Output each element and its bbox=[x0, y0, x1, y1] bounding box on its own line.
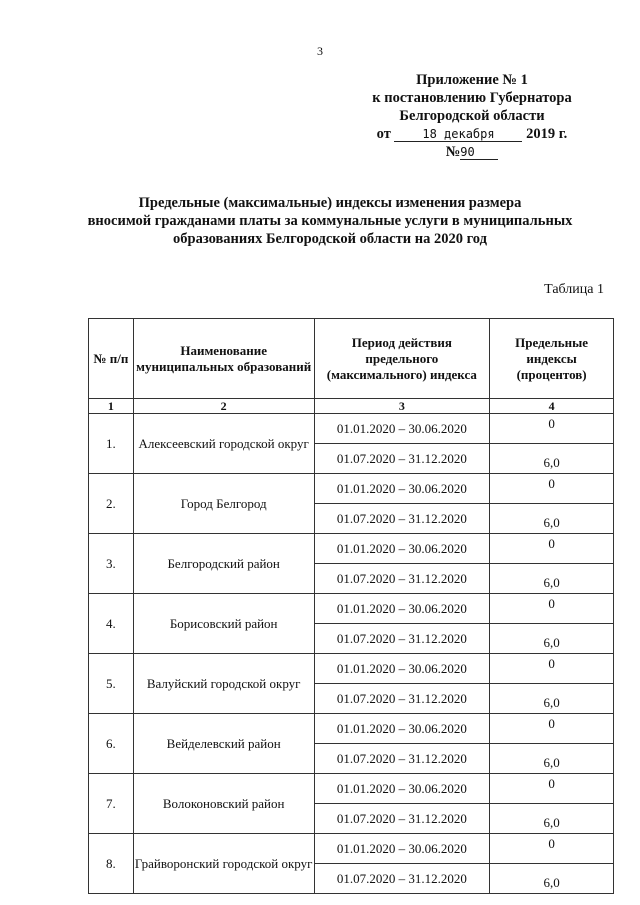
index-first-half: 0 bbox=[490, 594, 614, 624]
appendix-decree-line: к постановлению Губернатора bbox=[372, 90, 572, 106]
table-row bbox=[89, 534, 614, 564]
period-second-half: 01.07.2020 – 31.12.2020 bbox=[314, 564, 490, 594]
index-second-half: 6,0 bbox=[490, 564, 614, 594]
table-row bbox=[89, 834, 614, 864]
page-number: 3 bbox=[317, 44, 323, 58]
municipality-name: Алексеевский городской округ bbox=[133, 414, 314, 474]
municipality-name: Борисовский район bbox=[133, 594, 314, 654]
appendix-region-line: Белгородской области bbox=[399, 108, 545, 124]
document-title bbox=[60, 194, 600, 248]
handwritten-date: 18 декабря bbox=[394, 127, 522, 142]
header-number: № п/п bbox=[89, 319, 134, 399]
municipality-name: Город Белгород bbox=[133, 474, 314, 534]
index-second-half: 6,0 bbox=[490, 804, 614, 834]
table-row bbox=[89, 714, 614, 744]
period-second-half: 01.07.2020 – 31.12.2020 bbox=[314, 864, 490, 894]
period-first-half: 01.01.2020 – 30.06.2020 bbox=[314, 714, 490, 744]
column-number: 1 bbox=[89, 399, 134, 414]
table-label: Таблица 1 bbox=[544, 282, 604, 297]
table-body bbox=[89, 399, 614, 894]
period-first-half: 01.01.2020 – 30.06.2020 bbox=[314, 834, 490, 864]
period-second-half: 01.07.2020 – 31.12.2020 bbox=[314, 624, 490, 654]
index-second-half: 6,0 bbox=[490, 864, 614, 894]
row-number: 7. bbox=[89, 774, 134, 834]
municipality-name: Вейделевский район bbox=[133, 714, 314, 774]
index-second-half: 6,0 bbox=[490, 684, 614, 714]
period-second-half: 01.07.2020 – 31.12.2020 bbox=[314, 444, 490, 474]
appendix-title: Приложение № 1 bbox=[416, 72, 528, 88]
row-number: 6. bbox=[89, 714, 134, 774]
table-row bbox=[89, 654, 614, 684]
appendix-date-line bbox=[342, 125, 602, 143]
period-first-half: 01.01.2020 – 30.06.2020 bbox=[314, 414, 490, 444]
index-first-half: 0 bbox=[490, 534, 614, 564]
row-number: 8. bbox=[89, 834, 134, 894]
date-prefix: от bbox=[376, 126, 391, 142]
header-period: Период действия предельного (максимального) индекса bbox=[314, 319, 490, 399]
municipality-name: Валуйский городской округ bbox=[133, 654, 314, 714]
index-first-half: 0 bbox=[490, 774, 614, 804]
index-first-half: 0 bbox=[490, 414, 614, 444]
period-second-half: 01.07.2020 – 31.12.2020 bbox=[314, 804, 490, 834]
index-first-half: 0 bbox=[490, 654, 614, 684]
municipality-name: Волоконовский район bbox=[133, 774, 314, 834]
header-index: Предельные индексы (процентов) bbox=[490, 319, 614, 399]
period-second-half: 01.07.2020 – 31.12.2020 bbox=[314, 684, 490, 714]
period-first-half: 01.01.2020 – 30.06.2020 bbox=[314, 474, 490, 504]
period-second-half: 01.07.2020 – 31.12.2020 bbox=[314, 744, 490, 774]
table-header-row bbox=[89, 319, 614, 399]
index-second-half: 6,0 bbox=[490, 504, 614, 534]
period-first-half: 01.01.2020 – 30.06.2020 bbox=[314, 654, 490, 684]
row-number: 2. bbox=[89, 474, 134, 534]
index-second-half: 6,0 bbox=[490, 624, 614, 654]
table-row bbox=[89, 594, 614, 624]
municipality-name: Грайворонский городской округ bbox=[133, 834, 314, 894]
table-row bbox=[89, 414, 614, 444]
column-number: 2 bbox=[133, 399, 314, 414]
title-line-2: вносимой гражданами платы за коммунальные услуги в муниципальных bbox=[87, 213, 573, 229]
index-first-half: 0 bbox=[490, 834, 614, 864]
row-number: 4. bbox=[89, 594, 134, 654]
period-first-half: 01.01.2020 – 30.06.2020 bbox=[314, 774, 490, 804]
appendix-number-line bbox=[342, 143, 602, 161]
index-first-half: 0 bbox=[490, 474, 614, 504]
row-number: 1. bbox=[89, 414, 134, 474]
title-line-3: образованиях Белгородской области на 2020 год bbox=[173, 231, 487, 247]
number-prefix: № bbox=[445, 144, 461, 160]
appendix-header bbox=[342, 71, 602, 161]
index-first-half: 0 bbox=[490, 714, 614, 744]
date-year: 2019 г. bbox=[526, 126, 568, 142]
column-number: 3 bbox=[314, 399, 490, 414]
index-second-half: 6,0 bbox=[490, 744, 614, 774]
header-name: Наименование муниципальных образований bbox=[133, 319, 314, 399]
title-line-1: Предельные (максимальные) индексы изменения размера bbox=[138, 195, 522, 211]
index-second-half: 6,0 bbox=[490, 444, 614, 474]
table-row bbox=[89, 474, 614, 504]
row-number: 3. bbox=[89, 534, 134, 594]
period-first-half: 01.01.2020 – 30.06.2020 bbox=[314, 594, 490, 624]
handwritten-number: 90 bbox=[460, 145, 498, 160]
period-first-half: 01.01.2020 – 30.06.2020 bbox=[314, 534, 490, 564]
indices-table bbox=[88, 318, 614, 894]
municipality-name: Белгородский район bbox=[133, 534, 314, 594]
row-number: 5. bbox=[89, 654, 134, 714]
table-row bbox=[89, 774, 614, 804]
period-second-half: 01.07.2020 – 31.12.2020 bbox=[314, 504, 490, 534]
column-numbers-row bbox=[89, 399, 614, 414]
column-number: 4 bbox=[490, 399, 614, 414]
